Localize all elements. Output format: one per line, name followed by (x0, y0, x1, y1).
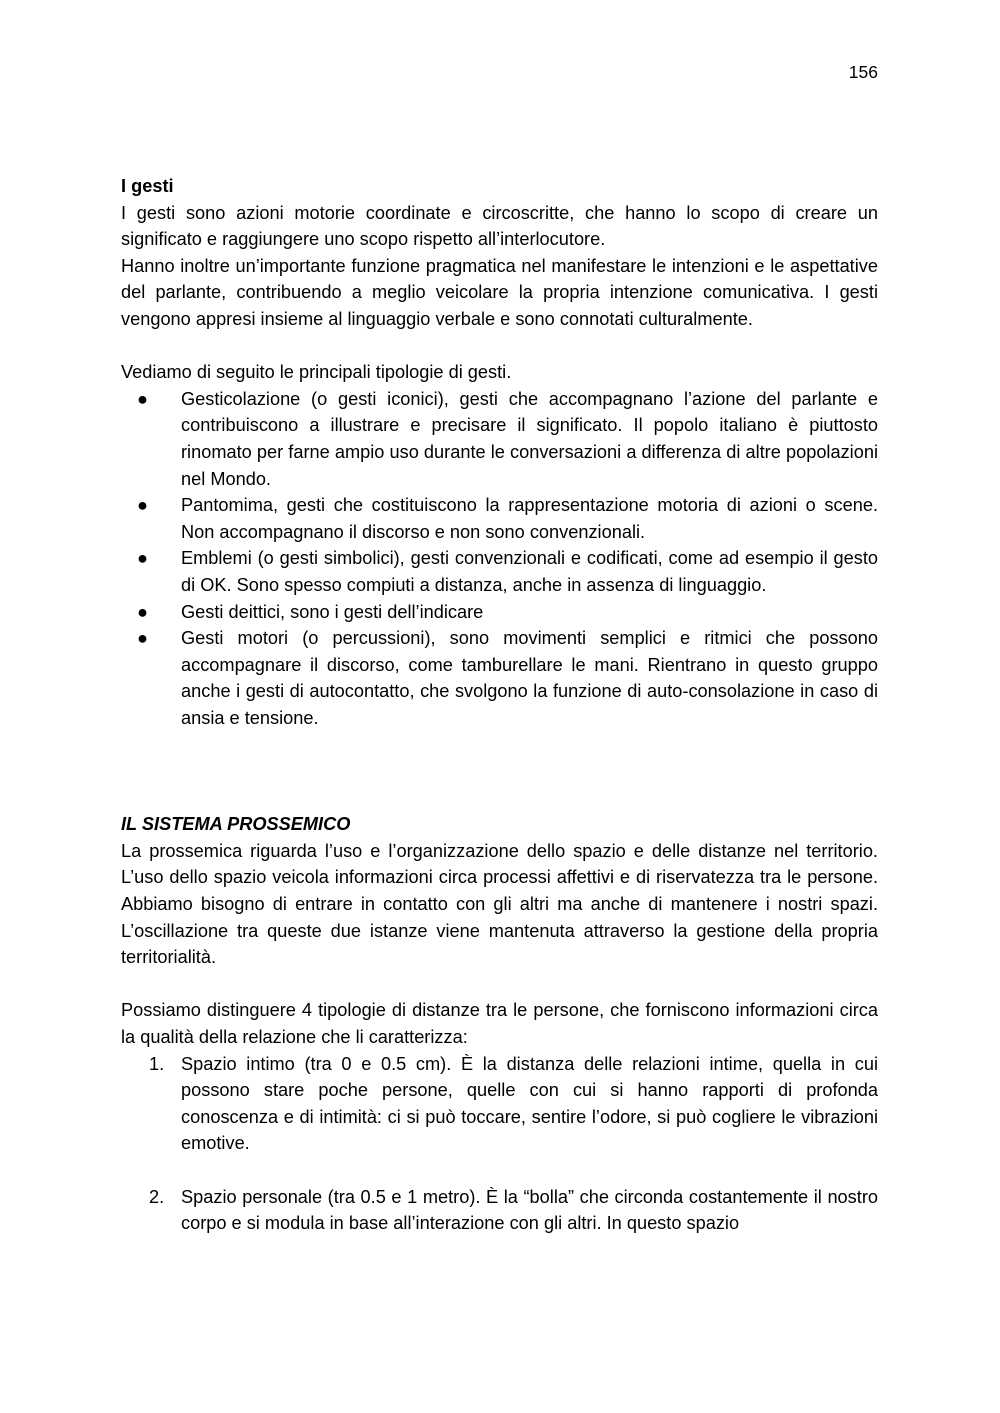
list-item (121, 1184, 878, 1237)
bullet-icon: ● (137, 548, 148, 569)
list-intro: Vediamo di seguito le principali tipologie di gesti. (121, 362, 512, 383)
list-item-text: Gesti motori (o percussioni), sono movimenti semplici e ritmici che possono accompagnare il discorso, come tamburellare le mani. Rientrano in questo gruppo anche i gesti di autocontatto, che svolgono la funzione di auto-consolazione in caso di ansia e tensione. (181, 628, 878, 728)
paragraph: I gesti sono azioni motorie coordinate e circoscritte, che hanno lo scopo di creare un significato e raggiungere uno scopo rispetto all’interlocutore. (121, 202, 878, 250)
list-item-text: Gesti deittici, sono i gesti dell’indicare (181, 601, 484, 622)
section-heading-prossemico: IL SISTEMA PROSSEMICO (121, 814, 351, 835)
list-item (121, 545, 878, 598)
spacer (121, 731, 878, 811)
page-content (121, 173, 878, 1237)
section-heading-gesti: I gesti (121, 176, 174, 196)
spacer (121, 1157, 878, 1184)
bullet-icon: ● (137, 628, 148, 649)
list-item-text: Pantomima, gesti che costituiscono la rappresentazione motoria di azioni o scene. Non accompagnano il discorso e non sono convenzionali. (181, 495, 878, 542)
list-item-text: Emblemi (o gesti simbolici), gesti convenzionali e codificati, come ad esempio il gesto di OK. Sono spesso compiuti a distanza, anche in assenza di linguaggio. (181, 548, 878, 595)
paragraph: Hanno inoltre un’importante funzione pragmatica nel manifestare le intenzioni e le aspettative del parlante, contribuendo a meglio veicolare la propria intenzione comunicativa. I gesti vengono appresi insieme al linguaggio verbale e sono connotati culturalmente. (121, 255, 878, 329)
spacer (121, 333, 878, 360)
paragraph: La prossemica riguarda l’uso e l’organizzazione dello spazio e delle distanze nel territorio. L’uso dello spazio veicola informazioni circa processi affettivi e di riservatezza tra le persone. Abbiamo bisogno di entrare in contatto con gli altri ma anche di mantenere i nostri spazi. L’oscillazione tra queste due istanze viene mantenuta attraverso la gestione della propria territorialità. (121, 840, 878, 968)
distance-types-list (121, 1051, 878, 1237)
list-intro: Possiamo distinguere 4 tipologie di distanze tra le persone, che forniscono informazioni circa la qualità della relazione che li caratterizza: (121, 1000, 878, 1048)
spacer (121, 971, 878, 998)
list-item-text: Spazio personale (tra 0.5 e 1 metro). È la “bolla” che circonda costantemente il nostro corpo e si modula in base all’interazione con gli altri. In questo spazio (181, 1186, 878, 1234)
list-item (121, 599, 878, 626)
bullet-icon: ● (137, 495, 148, 516)
list-item (121, 625, 878, 731)
page-number: 156 (848, 62, 878, 82)
list-item (121, 386, 878, 492)
list-number: 1. (149, 1053, 165, 1074)
list-number: 2. (149, 1186, 165, 1207)
list-item-text: Spazio intimo (tra 0 e 0.5 cm). È la distanza delle relazioni intime, quella in cui possono stare poche persone, quelle con cui si hanno rapporti di profonda conoscenza e di intimità: ci si può toccare, sentire l’odore, si può cogliere le vibrazioni emotive. (181, 1053, 878, 1154)
gesture-types-list (121, 386, 878, 732)
list-item (121, 492, 878, 545)
list-item (121, 1051, 878, 1157)
bullet-icon: ● (137, 388, 148, 409)
list-item-text: Gesticolazione (o gesti iconici), gesti che accompagnano l’azione del parlante e contribuiscono a illustrare e precisare il significato. Il popolo italiano è piuttosto rinomato per farne ampio uso durante le conversazioni a differenza di altre popolazioni nel Mondo. (181, 388, 878, 489)
bullet-icon: ● (137, 601, 148, 622)
